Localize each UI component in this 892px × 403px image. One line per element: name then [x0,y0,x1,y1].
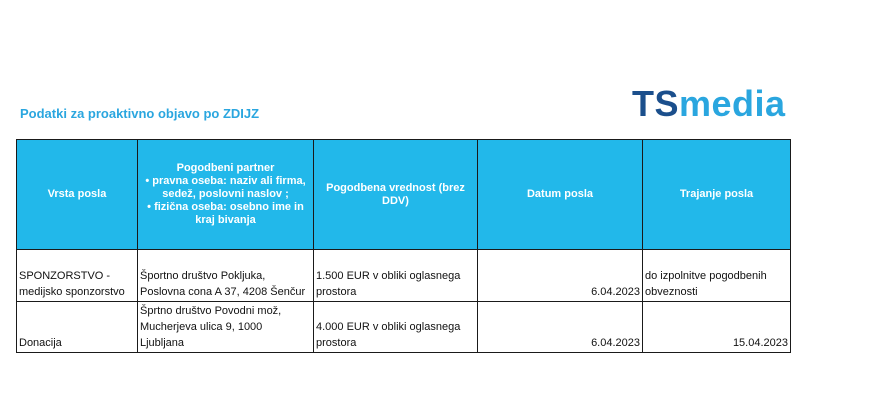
cell-text: Poslovna cona A 37, 4208 Šenčur [140,286,306,298]
table-header-row [17,140,791,250]
cell-text: 6.04.2023 [591,286,640,298]
header-partner-line1: Pogodbeni partner [176,162,275,174]
header-vrednost-line1: Pogodbena vrednost (brez [326,181,465,194]
cell-text: prostora [316,286,357,298]
table-row [17,250,791,302]
cell-text: obveznosti [645,286,698,298]
cell-vrednost [314,250,478,302]
cell-text: Ljubljana [140,337,185,349]
header-datum-text: Datum posla [526,188,593,200]
header-partner-line5: kraj bivanja [195,214,256,226]
header-vrsta-posla [17,140,138,250]
header-partner-line4: • fizična oseba: osebno ime in [147,201,304,213]
tsmedia-logo [632,84,786,124]
header-partner-line3: sedež, poslovni naslov ; [162,188,289,200]
cell-text: 15.04.2023 [732,337,788,349]
table-row [17,302,791,353]
cell-vrednost [314,302,478,353]
header-datum-posla [478,140,643,250]
header-trajanje-text: Trajanje posla [679,188,754,200]
header-trajanje-posla [643,140,791,250]
disclosure-table [16,139,791,353]
cell-text: Mucherjeva ulica 9, 1000 [140,321,263,333]
cell-text: 1.500 EUR v obliki oglasnega [316,270,461,282]
header-vrsta-posla-text: Vrsta posla [47,188,107,200]
header-vrednost-line2: DDV) [382,194,409,207]
cell-text: Šprtno društvo Povodni mož, [140,305,282,317]
header-pogodbena-vrednost [314,140,478,250]
page-title: Podatki za proaktivno objavo po ZDIJZ [20,106,260,121]
cell-text: SPONZORSTVO - [19,270,111,282]
cell-vrsta-posla [17,302,138,353]
cell-partner [138,250,314,302]
cell-vrsta-posla [17,250,138,302]
cell-trajanje [643,302,791,353]
cell-text: do izpolnitve pogodbenih [645,270,767,282]
logo-part-media: media [679,83,786,124]
cell-datum [478,302,643,353]
cell-text: 4.000 EUR v obliki oglasnega [316,321,461,333]
cell-text: prostora [316,337,357,349]
logo-part-ts: TS [632,83,680,124]
cell-text: Donacija [19,337,62,349]
cell-partner [138,302,314,353]
cell-datum [478,250,643,302]
cell-text: medijsko sponzorstvo [19,286,125,298]
cell-text: 6.04.2023 [591,337,640,349]
header-pogodbeni-partner [138,140,314,250]
cell-trajanje [643,250,791,302]
header-partner-line2: • pravna oseba: naziv ali firma, [145,175,306,187]
cell-text: Športno društvo Pokljuka, [140,270,266,282]
